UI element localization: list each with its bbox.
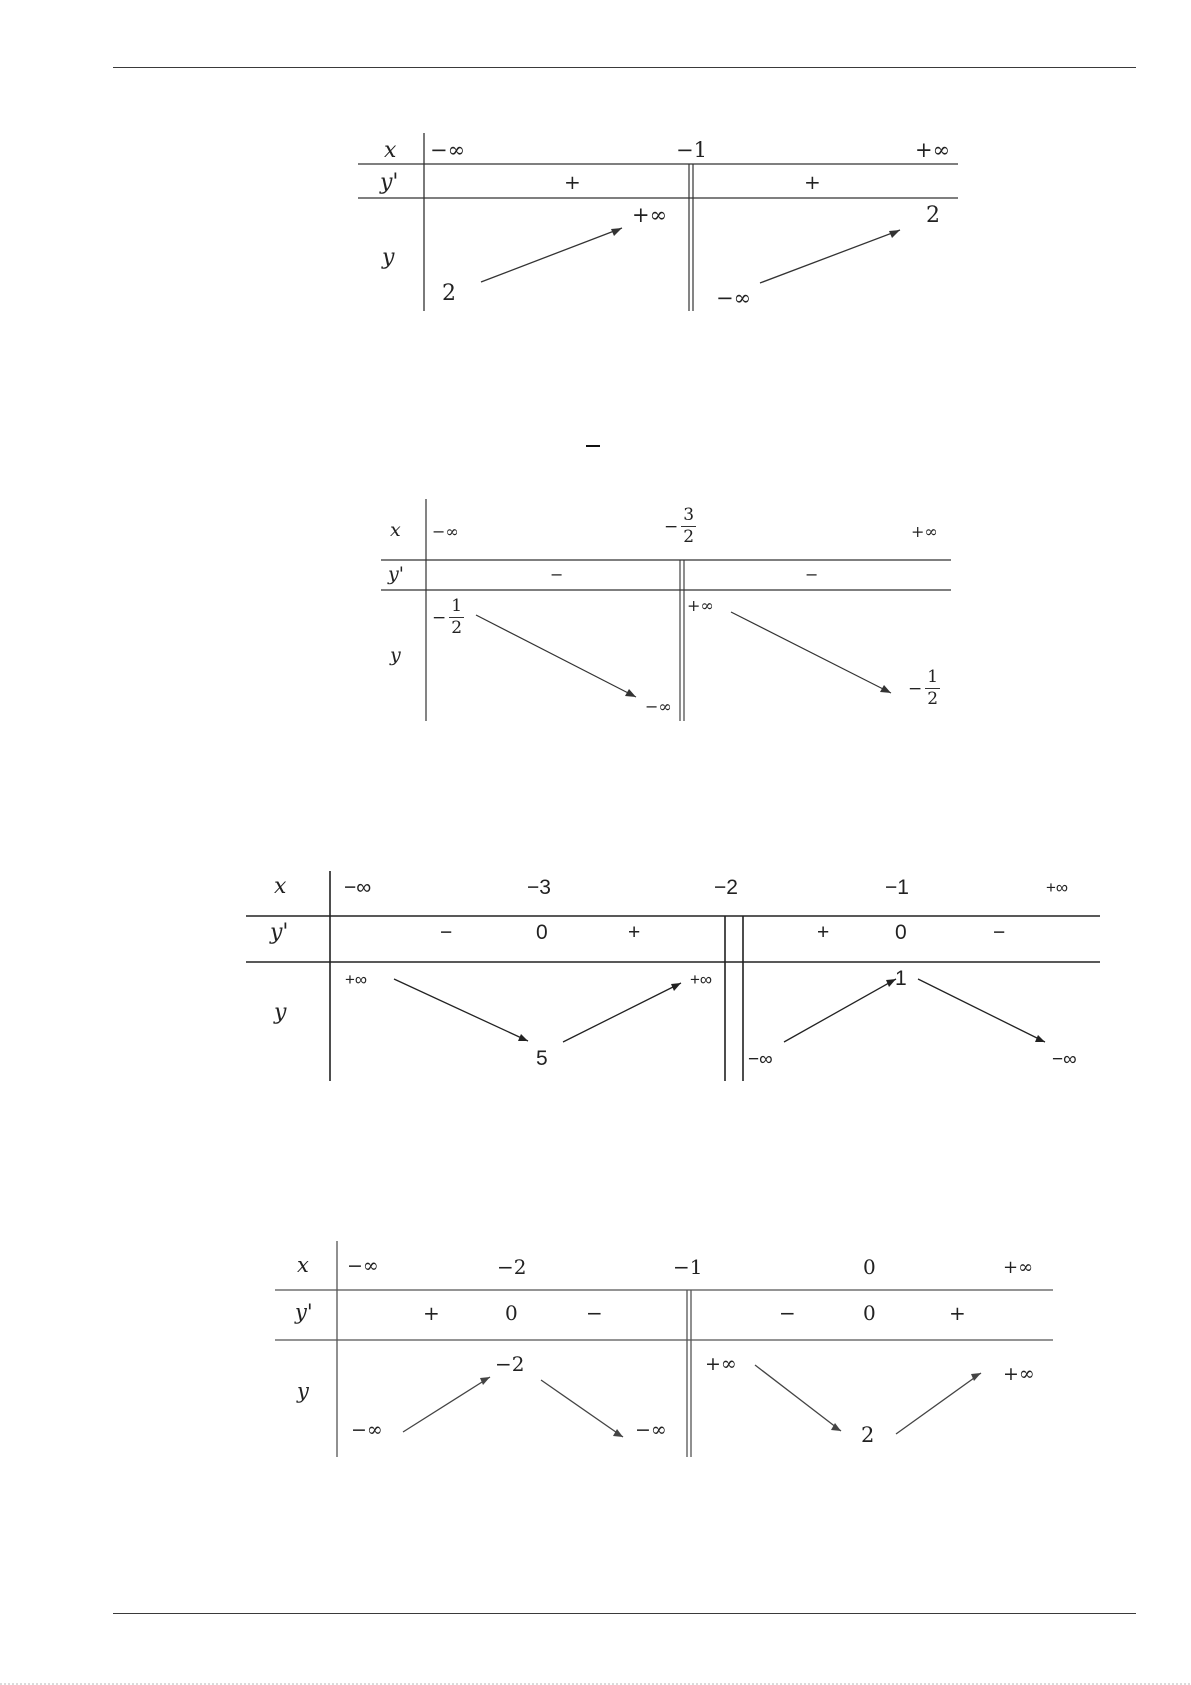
- y-row-label: y: [382, 245, 395, 270]
- x-row-label: x: [297, 1253, 309, 1277]
- derivative-sign: 0: [863, 1301, 876, 1325]
- x-value: −2: [714, 876, 738, 899]
- x-value: −∞: [344, 876, 372, 899]
- y-value: 1: [895, 967, 907, 990]
- x-row-label: x: [274, 874, 287, 899]
- x-value: −1: [673, 1255, 703, 1279]
- y-value: +∞: [705, 1353, 737, 1375]
- derivative-sign: +: [423, 1301, 440, 1325]
- y-value: −∞: [635, 1419, 667, 1441]
- x-value: +∞: [915, 138, 951, 162]
- y-value: +∞: [1003, 1363, 1035, 1385]
- x-value: 0: [863, 1255, 876, 1279]
- arrow-head: [1035, 1035, 1045, 1042]
- yprime-row-label: y': [380, 170, 399, 195]
- arrow-down: [918, 979, 1045, 1042]
- y-value: +∞: [345, 970, 368, 989]
- stray-mark: [586, 445, 600, 447]
- arrow-up: [760, 230, 900, 283]
- x-value: +∞: [911, 522, 938, 541]
- y-value: +∞: [632, 203, 668, 227]
- y-row-label: y: [274, 1000, 287, 1025]
- y-value-fraction: − $\frac{1}{2}$: [432, 596, 463, 638]
- derivative-sign: −: [779, 1301, 796, 1325]
- arrow-head: [880, 685, 891, 693]
- derivative-sign: +: [628, 921, 641, 944]
- derivative-sign: −: [993, 921, 1006, 944]
- table-3-grid: [246, 871, 1100, 1081]
- y-value: +∞: [690, 970, 713, 989]
- y-value: 2: [861, 1423, 875, 1447]
- y-value: −∞: [1052, 1049, 1077, 1070]
- derivative-sign: +: [817, 921, 830, 944]
- x-value: −∞: [347, 1255, 379, 1277]
- x-value: −3: [527, 876, 551, 899]
- y-value: 2: [926, 203, 940, 228]
- x-value: −1: [676, 138, 707, 162]
- derivative-sign: +: [949, 1301, 966, 1325]
- derivative-sign: −: [440, 921, 453, 944]
- arrow-down: [394, 979, 528, 1041]
- arrow-down: [731, 612, 891, 693]
- x-row-label: x: [390, 519, 401, 541]
- variation-table-2: [381, 499, 951, 724]
- derivative-sign: +: [564, 170, 581, 194]
- y-row-label: y: [297, 1379, 309, 1403]
- x-value: −2: [497, 1255, 527, 1279]
- arrow-head: [613, 1429, 623, 1437]
- arrow-up: [481, 228, 622, 282]
- y-value: 5: [536, 1047, 548, 1070]
- derivative-sign: −: [805, 565, 819, 584]
- variation-table-1: [358, 131, 958, 311]
- arrow-up: [403, 1377, 490, 1432]
- yprime-row-label: y': [270, 920, 289, 945]
- x-value: −1: [885, 876, 909, 899]
- arrow-head: [480, 1377, 490, 1385]
- y-value: −2: [495, 1352, 525, 1376]
- arrow-down: [476, 615, 636, 697]
- derivative-sign: 0: [505, 1301, 518, 1325]
- arrow-up: [784, 979, 896, 1042]
- variation-table-3: [246, 871, 1100, 1081]
- y-value-fraction: − $\frac{1}{2}$: [908, 667, 939, 709]
- x-value: −∞: [432, 522, 459, 541]
- arrow-head: [671, 983, 681, 991]
- arrow-up: [563, 983, 681, 1042]
- y-row-label: y: [390, 644, 401, 666]
- derivative-sign: 0: [536, 921, 548, 944]
- y-value: −∞: [351, 1419, 383, 1441]
- arrow-down: [541, 1380, 623, 1437]
- derivative-sign: 0: [895, 921, 907, 944]
- x-value: +∞: [1003, 1257, 1034, 1278]
- yprime-row-label: y': [295, 1300, 313, 1324]
- derivative-sign: −: [550, 565, 564, 584]
- x-value: −∞: [430, 138, 466, 162]
- footer-rule: [113, 1613, 1136, 1614]
- arrow-head: [611, 228, 622, 236]
- arrow-head: [518, 1034, 528, 1041]
- arrow-up: [896, 1373, 981, 1434]
- derivative-sign: −: [586, 1301, 603, 1325]
- arrow-down: [755, 1365, 841, 1431]
- x-row-label: x: [384, 138, 397, 163]
- x-value-fraction: − $\frac{3}{2}$: [664, 505, 695, 547]
- y-value: −∞: [748, 1049, 773, 1070]
- variation-table-4: [275, 1237, 1053, 1459]
- y-value: −∞: [645, 697, 672, 716]
- x-value: +∞: [1046, 878, 1069, 897]
- yprime-row-label: y': [388, 563, 404, 585]
- arrow-head: [889, 230, 900, 238]
- y-value: +∞: [687, 596, 714, 615]
- arrow-head: [625, 689, 636, 697]
- derivative-sign: +: [804, 170, 821, 194]
- y-value: 2: [442, 281, 456, 306]
- header-rule: [113, 67, 1136, 68]
- y-value: −∞: [716, 286, 752, 310]
